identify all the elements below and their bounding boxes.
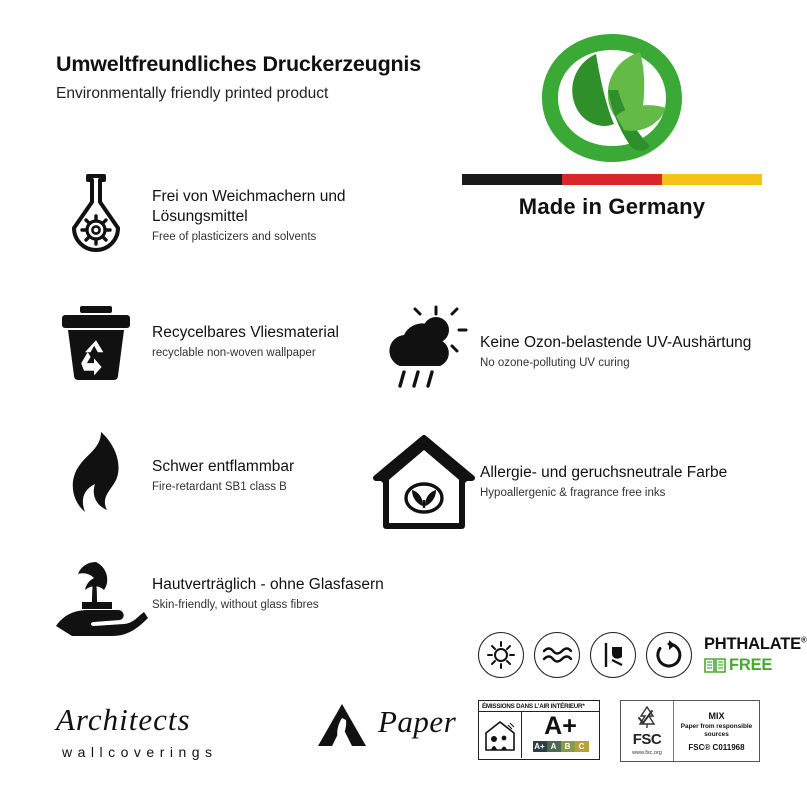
fsc-logo	[621, 701, 674, 761]
feature-label-en: recyclable non-woven wallpaper	[152, 347, 316, 360]
lightfast-sun-icon	[478, 632, 524, 678]
feature-label-en: Hypoallergenic & fragrance free inks	[480, 487, 666, 500]
emission-scale	[533, 741, 589, 752]
feature-recyclable	[44, 300, 404, 384]
brand-wallcoverings-text: wallcoverings	[62, 744, 218, 760]
certification-icon-row	[478, 632, 807, 678]
feature-text	[148, 187, 404, 244]
made-in-germany-label: Made in Germany	[518, 194, 706, 219]
a-triangle-mark-icon	[314, 702, 370, 748]
feature-skin-friendly	[44, 552, 424, 636]
feature-label-en: Fire-retardant SB1 class B	[152, 481, 287, 494]
feature-label-de: Keine Ozon-belastende UV-Aushärtung	[480, 334, 752, 352]
brand-logo	[56, 700, 456, 780]
emission-label-title: ÉMISSIONS DANS L'AIR INTÉRIEUR*	[479, 701, 599, 712]
feature-fire-retardant	[44, 430, 404, 522]
washable-waves-icon	[534, 632, 580, 678]
emission-scale-item: B	[561, 741, 575, 752]
feature-text	[148, 457, 294, 495]
emission-scale-item: A+	[534, 742, 545, 751]
emission-grade: A+	[544, 712, 577, 740]
german-flag	[462, 174, 762, 185]
feature-label-de: Hautverträglich - ohne Glasfasern	[152, 576, 384, 594]
leaf-circle-icon	[528, 28, 696, 168]
feature-hypoallergenic	[372, 432, 782, 532]
flame-icon	[44, 430, 148, 522]
page-subtitle: Environmentally friendly printed product	[56, 84, 329, 102]
feature-label-de: Allergie- und geruchsneutrale Farbe	[480, 464, 728, 482]
made-in-germany-block	[462, 28, 762, 220]
feature-label-en: Skin-friendly, without glass fibres	[152, 599, 319, 612]
hand-leaf-icon	[44, 552, 148, 636]
fsc-mix-label: MIX	[708, 710, 725, 721]
feature-text	[148, 575, 384, 613]
feature-no-uv-curing	[372, 302, 772, 402]
flask-icon	[44, 170, 148, 262]
house-leaf-icon	[372, 432, 476, 532]
house-emission-icon	[479, 712, 522, 758]
sun-cloud-rain-icon	[372, 302, 476, 402]
feature-label-en: No ozone-polluting UV curing	[480, 357, 630, 370]
fsc-url: www.fsc.org	[632, 750, 662, 756]
feature-text	[148, 323, 339, 361]
phthalate-free-word: FREE	[729, 655, 773, 674]
feature-label-de: Schwer entflammbar	[152, 458, 295, 476]
fsc-description: Paper from responsible sources	[680, 722, 753, 738]
phthalate-free-badge	[704, 636, 807, 674]
feature-text	[476, 463, 727, 501]
emission-label	[478, 700, 600, 760]
page-title: Umweltfreundliches Druckerzeugnis	[56, 52, 421, 76]
feature-plasticizer-free	[44, 170, 404, 262]
fsc-tree-checkmark-icon	[634, 706, 660, 730]
phthalate-label	[704, 636, 807, 653]
phthalate-word: PHTHALATE	[704, 635, 801, 654]
feature-text	[476, 333, 751, 371]
emission-scale-item: A	[547, 741, 561, 752]
brand-architects-text: Architects	[56, 702, 191, 737]
fsc-code: FSC® C011968	[688, 742, 745, 752]
feature-label-de: Recycelbares Vliesmaterial	[152, 324, 339, 342]
fsc-label	[620, 700, 760, 762]
registered-mark: ®	[800, 635, 807, 645]
strippable-icon	[590, 632, 636, 678]
fsc-logo-text: FSC	[632, 731, 662, 748]
recycle-arrow-icon	[646, 632, 692, 678]
green-book-icon	[704, 656, 726, 674]
recycling-bin-icon	[44, 300, 148, 384]
page-header	[56, 52, 476, 103]
feature-label-en: Free of plasticizers and solvents	[152, 230, 317, 243]
emission-scale-item: C	[575, 741, 589, 752]
brand-paper-text: Paper	[378, 704, 457, 739]
feature-label-de: Frei von Weichmachern und Lösungsmittel	[152, 188, 346, 226]
